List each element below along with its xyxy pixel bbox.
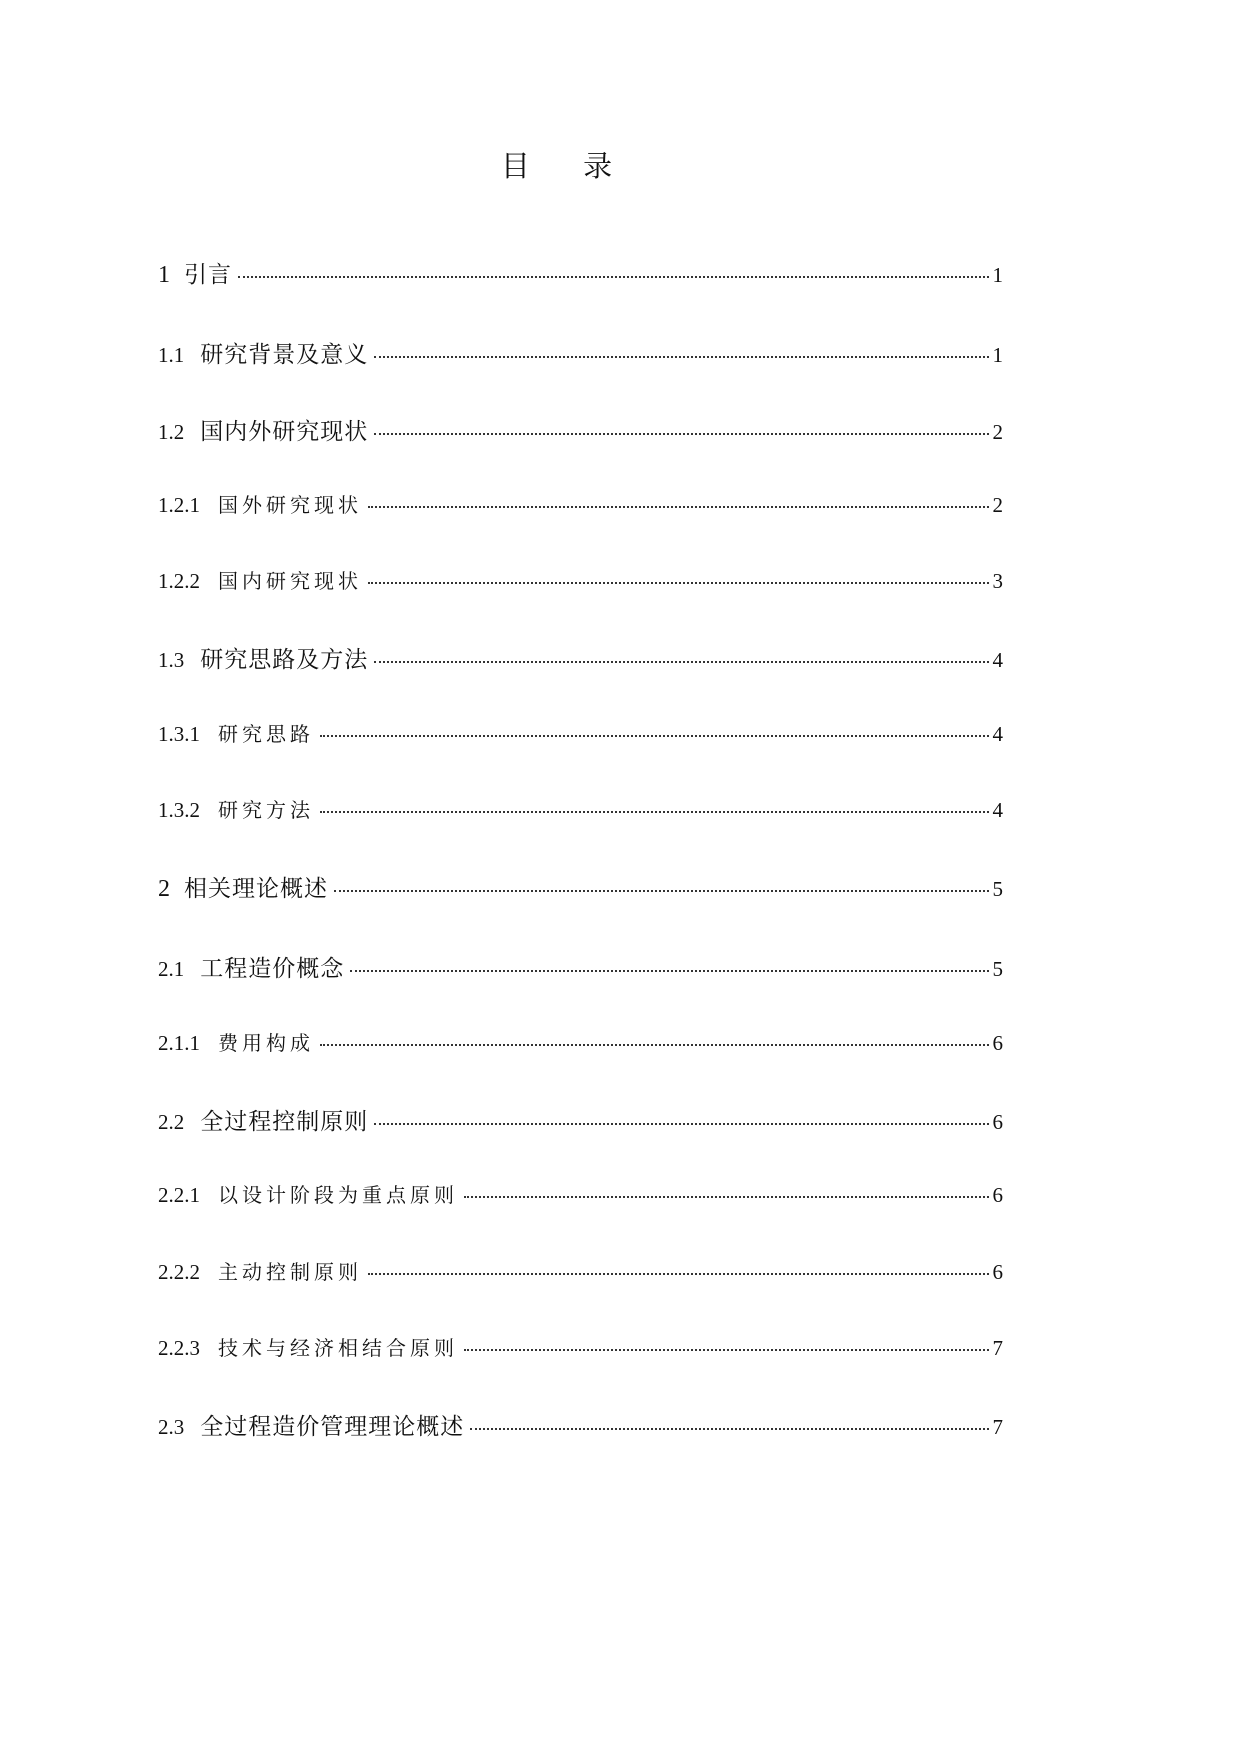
toc-entry-page: 6 [992, 1031, 1003, 1055]
toc-entry-title: 费用构成 [218, 1031, 314, 1055]
toc-entry-title: 国外研究现状 [218, 493, 362, 517]
toc-entry-title: 国内外研究现状 [200, 419, 369, 445]
toc-dot-leader [368, 582, 989, 584]
toc-dot-leader [320, 811, 989, 813]
toc-dot-leader [334, 890, 989, 892]
toc-entry-title: 研究背景及意义 [200, 342, 369, 368]
toc-entry-number: 2.2.1 [158, 1183, 200, 1207]
toc-entry-page: 2 [992, 420, 1003, 444]
toc-entry-number: 2.2 [158, 1110, 185, 1134]
toc-entry-page: 6 [992, 1110, 1003, 1134]
toc-entry-page: 5 [992, 877, 1003, 901]
toc-entry[interactable] [158, 641, 1003, 675]
toc-entry[interactable] [158, 870, 1003, 904]
toc-entry-number: 1.3 [158, 648, 185, 672]
toc-entry-number: 1.3.1 [158, 722, 200, 746]
toc-entry-page: 4 [992, 648, 1003, 672]
toc-entry-title: 全过程控制原则 [200, 1109, 369, 1135]
toc-dot-leader [368, 1273, 989, 1275]
toc-dot-leader [374, 1123, 988, 1125]
toc-entry-number: 2.1.1 [158, 1031, 200, 1055]
toc-dot-leader [374, 433, 988, 435]
toc-entry-title: 技术与经济相结合原则 [218, 1336, 458, 1360]
toc-entry-page: 5 [992, 957, 1003, 981]
toc-entry-page: 1 [992, 343, 1003, 367]
toc-entry[interactable] [158, 336, 1003, 370]
toc-entry[interactable] [158, 1103, 1003, 1137]
toc-entry[interactable] [158, 565, 1003, 599]
toc-entry-page: 1 [992, 263, 1003, 287]
toc-entry-number: 2.2.2 [158, 1260, 200, 1284]
toc-entry-number: 1.2 [158, 420, 185, 444]
toc-entry[interactable] [158, 489, 1003, 523]
toc-entry-title: 研究思路 [218, 722, 314, 746]
toc-entry[interactable] [158, 256, 1003, 290]
toc-entry-number: 2.1 [158, 957, 185, 981]
toc-entry-title: 引言 [184, 262, 232, 288]
toc-dot-leader [350, 970, 988, 972]
toc-dot-leader [320, 1044, 989, 1046]
toc-entry-number: 1.3.2 [158, 798, 200, 822]
toc-entry-page: 4 [992, 722, 1003, 746]
toc-entry-title: 以设计阶段为重点原则 [218, 1183, 458, 1207]
toc-entry-page: 3 [992, 569, 1003, 593]
toc-dot-leader [374, 356, 988, 358]
toc-entry-page: 7 [992, 1336, 1003, 1360]
toc-entry-number: 2 [158, 876, 170, 902]
toc-dot-leader [464, 1349, 989, 1351]
toc-entry-number: 1 [158, 262, 170, 288]
toc-entry-page: 6 [992, 1260, 1003, 1284]
toc-entry-page: 6 [992, 1183, 1003, 1207]
toc-entry[interactable] [158, 950, 1003, 984]
toc-entry-title: 主动控制原则 [218, 1260, 362, 1284]
toc-entry[interactable] [158, 718, 1003, 752]
toc-entry-title: 工程造价概念 [200, 956, 345, 982]
toc-entry-title: 相关理论概述 [184, 876, 328, 902]
toc-dot-leader [238, 276, 989, 278]
toc-entry-title: 研究方法 [218, 798, 314, 822]
toc-dot-leader [368, 506, 989, 508]
toc-entry-title: 全过程造价管理理论概述 [200, 1414, 465, 1440]
toc-entry-page: 4 [992, 798, 1003, 822]
toc-entry-title: 国内研究现状 [218, 569, 362, 593]
toc-entry[interactable] [158, 1332, 1003, 1366]
toc-entry[interactable] [158, 1179, 1003, 1213]
toc-entry[interactable] [158, 1408, 1003, 1442]
toc-entry-number: 2.2.3 [158, 1336, 200, 1360]
toc-dot-leader [374, 661, 988, 663]
toc-entry[interactable] [158, 1027, 1003, 1061]
page-title: 目 录 [500, 149, 635, 183]
toc-dot-leader [470, 1428, 988, 1430]
toc-entry-page: 7 [992, 1415, 1003, 1439]
toc-dot-leader [320, 735, 989, 737]
toc-entry-page: 2 [992, 493, 1003, 517]
toc-entry[interactable] [158, 413, 1003, 447]
toc-entry-number: 1.2.1 [158, 493, 200, 517]
toc-entry[interactable] [158, 1256, 1003, 1290]
toc-dot-leader [464, 1196, 989, 1198]
toc-entry[interactable] [158, 794, 1003, 828]
toc-entry-number: 1.2.2 [158, 569, 200, 593]
toc-entry-title: 研究思路及方法 [200, 647, 369, 673]
toc-entry-number: 1.1 [158, 343, 185, 367]
toc-entry-number: 2.3 [158, 1415, 185, 1439]
